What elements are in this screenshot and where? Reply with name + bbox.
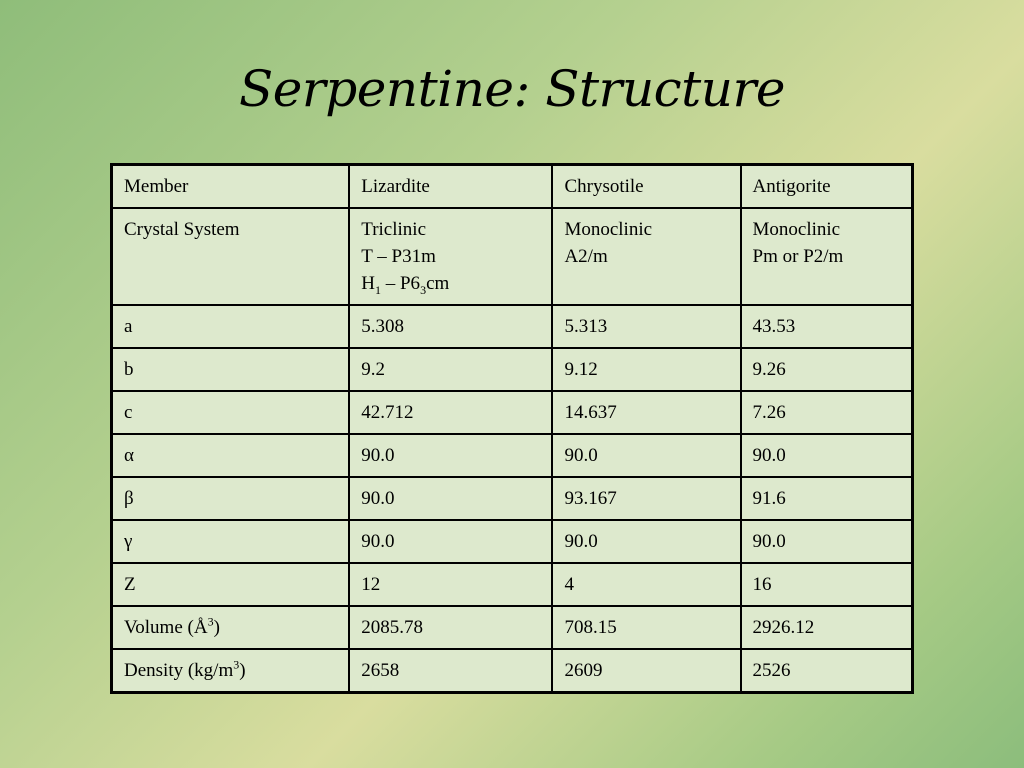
- table-row-b: [112, 348, 913, 391]
- table-cell: 2658: [349, 649, 552, 693]
- cell-line: Monoclinic: [752, 219, 841, 240]
- table-cell: 2526: [741, 649, 913, 693]
- row-label: a: [112, 305, 350, 348]
- table-row-a: [112, 305, 913, 348]
- table-cell: 5.308: [349, 305, 552, 348]
- cell-line: Pm or P2/m: [752, 246, 844, 267]
- cell-line: A2/m: [564, 246, 608, 267]
- table-row-density: [112, 649, 913, 693]
- row-label: β: [112, 477, 350, 520]
- table-cell: 90.0: [349, 434, 552, 477]
- serpentine-structure-table: [110, 163, 914, 694]
- header-cell: Lizardite: [349, 165, 552, 209]
- row-label: Z: [112, 563, 350, 606]
- header-cell: Chrysotile: [552, 165, 740, 209]
- table-header-row: [112, 165, 913, 209]
- table-cell: [552, 208, 740, 305]
- table-cell: 9.26: [741, 348, 913, 391]
- table-cell: 90.0: [741, 520, 913, 563]
- row-label: [112, 649, 350, 693]
- table-cell: 14.637: [552, 391, 740, 434]
- table-cell: 9.12: [552, 348, 740, 391]
- table-cell: 7.26: [741, 391, 913, 434]
- table-cell: 90.0: [552, 520, 740, 563]
- cell-line: [361, 270, 541, 297]
- table-cell: 16: [741, 563, 913, 606]
- header-cell: Member: [112, 165, 350, 209]
- table-row-alpha: [112, 434, 913, 477]
- table-cell: 42.712: [349, 391, 552, 434]
- text-fragment: H: [361, 273, 375, 294]
- row-label: b: [112, 348, 350, 391]
- slide-title: Serpentine: Structure: [239, 60, 785, 118]
- table-cell: [741, 208, 913, 305]
- row-label: γ: [112, 520, 350, 563]
- table-row-z: [112, 563, 913, 606]
- table-cell: 5.313: [552, 305, 740, 348]
- text-fragment: cm: [426, 273, 450, 294]
- cell-line: Triclinic: [361, 219, 426, 240]
- table-row-gamma: [112, 520, 913, 563]
- table-cell: 93.167: [552, 477, 740, 520]
- table-cell: 90.0: [552, 434, 740, 477]
- text-fragment: Volume (Å: [124, 617, 208, 638]
- table-cell: 2926.12: [741, 606, 913, 649]
- text-fragment: Density (kg/m: [124, 660, 234, 681]
- table-row-volume: [112, 606, 913, 649]
- table-cell: 2085.78: [349, 606, 552, 649]
- text-fragment: ): [239, 660, 246, 681]
- subscript: 3: [420, 282, 427, 297]
- header-cell: Antigorite: [741, 165, 913, 209]
- table-cell: 708.15: [552, 606, 740, 649]
- row-label: [112, 606, 350, 649]
- table-cell: 9.2: [349, 348, 552, 391]
- table-cell: 2609: [552, 649, 740, 693]
- table-cell: 90.0: [741, 434, 913, 477]
- table-row-crystal-system: [112, 208, 913, 305]
- text-fragment: ): [213, 617, 220, 638]
- table-cell: 12: [349, 563, 552, 606]
- cell-line: Monoclinic: [564, 219, 653, 240]
- table-cell: 90.0: [349, 477, 552, 520]
- superscript: 3: [233, 657, 240, 672]
- subscript: 1: [374, 282, 381, 297]
- table-cell: 90.0: [349, 520, 552, 563]
- table-cell: [349, 208, 552, 305]
- row-label: c: [112, 391, 350, 434]
- superscript: 3: [207, 614, 214, 629]
- table-row-beta: [112, 477, 913, 520]
- table-cell: 4: [552, 563, 740, 606]
- cell-line: T – P31m: [361, 246, 436, 267]
- table-cell: 91.6: [741, 477, 913, 520]
- text-fragment: – P6: [380, 273, 421, 294]
- row-label: α: [112, 434, 350, 477]
- table-cell: 43.53: [741, 305, 913, 348]
- row-label: Crystal System: [112, 208, 350, 305]
- table-row-c: [112, 391, 913, 434]
